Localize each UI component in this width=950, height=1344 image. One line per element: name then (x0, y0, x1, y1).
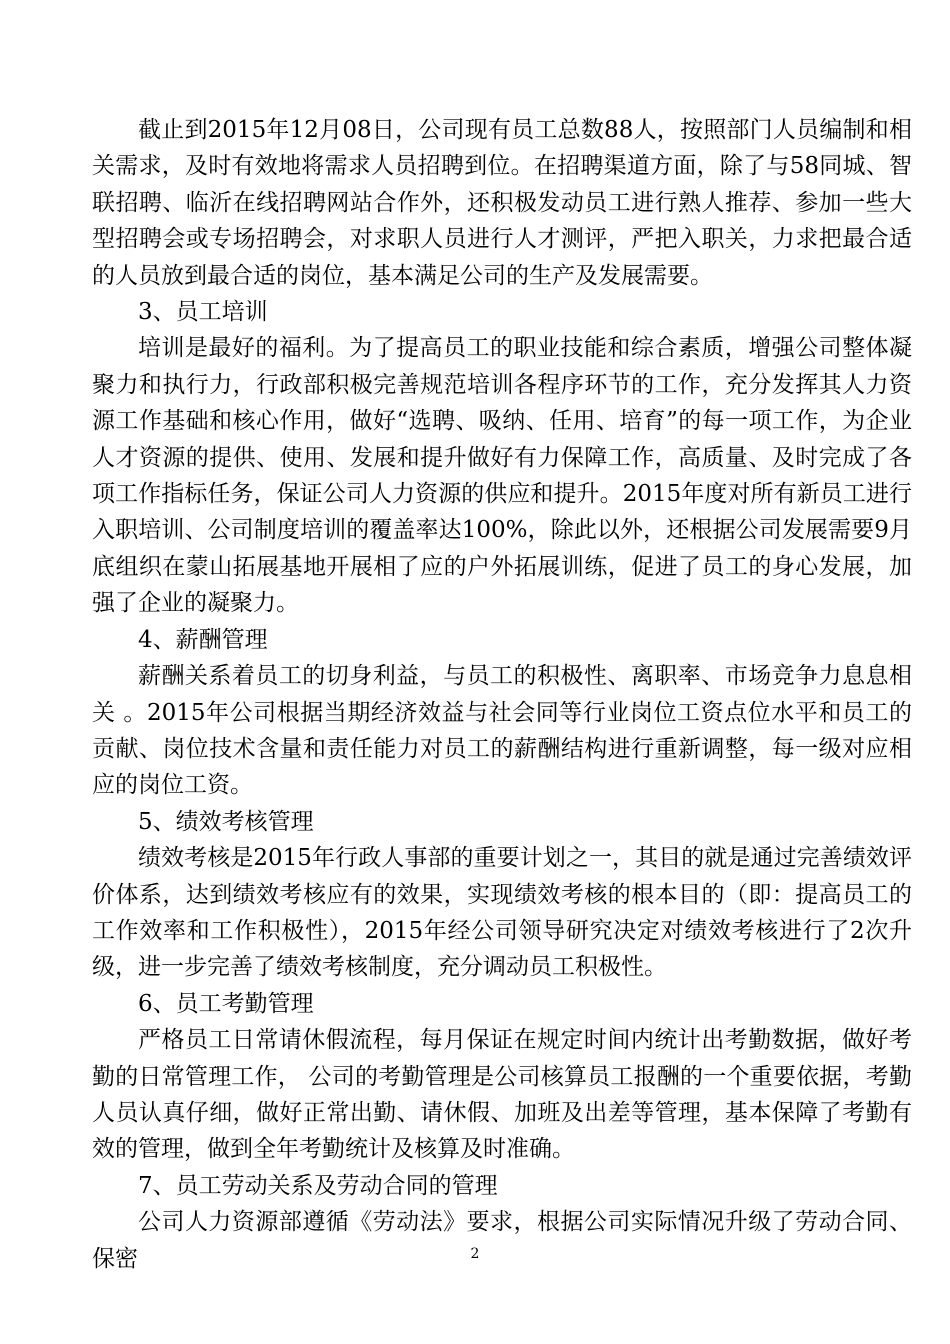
document-body (92, 112, 912, 1277)
page-number: 2 (470, 1246, 480, 1262)
performance-paragraph: 绩效考核是2015年行政人事部的重要计划之一，其目的就是通过完善绩效评价体系，达到绩效考核应有的效果，实现绩效考核的根本目的（即：提高员工的工作效率和工作积极性），2015年经公司领导研究决定对绩效考核进行了2次升级，进一步完善了绩效考核制度，充分调动员工积极性。 (92, 845, 912, 981)
labor-contract-heading: 7、员工劳动关系及劳动合同的管理 (138, 1172, 498, 1199)
salary-paragraph: 薪酬关系着员工的切身利益，与员工的积极性、离职率、市场竞争力息息相关 。2015年公司根据当期经济效益与社会同等行业岗位工资点位水平和员工的贡献、岗位技术含量和责任能力对员工的薪酬结构进行重新调整，每一级对应相应的岗位工资。 (92, 663, 912, 799)
training-heading: 3、员工培训 (138, 299, 268, 326)
attendance-paragraph: 严格员工日常请休假流程，每月保证在规定时间内统计出考勤数据，做好考勤的日常管理工作， 公司的考勤管理是公司核算员工报酬的一个重要依据，考勤人员认真仔细，做好正常出勤、请休假、加班及出差等管理，基本保障了考勤有效的管理，做到全年考勤统计及核算及时准确。 (92, 1027, 912, 1163)
attendance-heading: 6、员工考勤管理 (138, 990, 314, 1017)
training-paragraph: 培训是最好的福利。为了提高员工的职业技能和综合素质，增强公司整体凝聚力和执行力，行政部积极完善规范培训各程序环节的工作，充分发挥其人力资源工作基础和核心作用，做好“选聘、吸纳、任用、培育”的每一项工作，为企业人才资源的提供、使用、发展和提升做好有力保障工作，高质量、及时完成了各项工作指标任务，保证公司人力资源的供应和提升。2015年度对所有新员工进行入职培训、公司制度培训的覆盖率达100%，除此以外，还根据公司发展需要9月底组织在蒙山拓展基地开展相了应的户外拓展训练，促进了员工的身心发展，加强了企业的凝聚力。 (92, 335, 912, 617)
performance-heading: 5、绩效考核管理 (138, 808, 314, 835)
salary-heading: 4、薪酬管理 (138, 626, 268, 653)
labor-contract-paragraph: 公司人力资源部遵循《劳动法》要求，根据公司实际情况升级了劳动合同、保密 (92, 1209, 912, 1272)
recruitment-paragraph: 截止到2015年12月08日，公司现有员工总数88人，按照部门人员编制和相关需求，及时有效地将需求人员招聘到位。在招聘渠道方面，除了与58同城、智联招聘、临沂在线招聘网站合作外，还积极发动员工进行熟人推荐、参加一些大型招聘会或专场招聘会，对求职人员进行人才测评，严把入职关，力求把最合适的人员放到最合适的岗位，基本满足公司的生产及发展需要。 (92, 117, 912, 289)
